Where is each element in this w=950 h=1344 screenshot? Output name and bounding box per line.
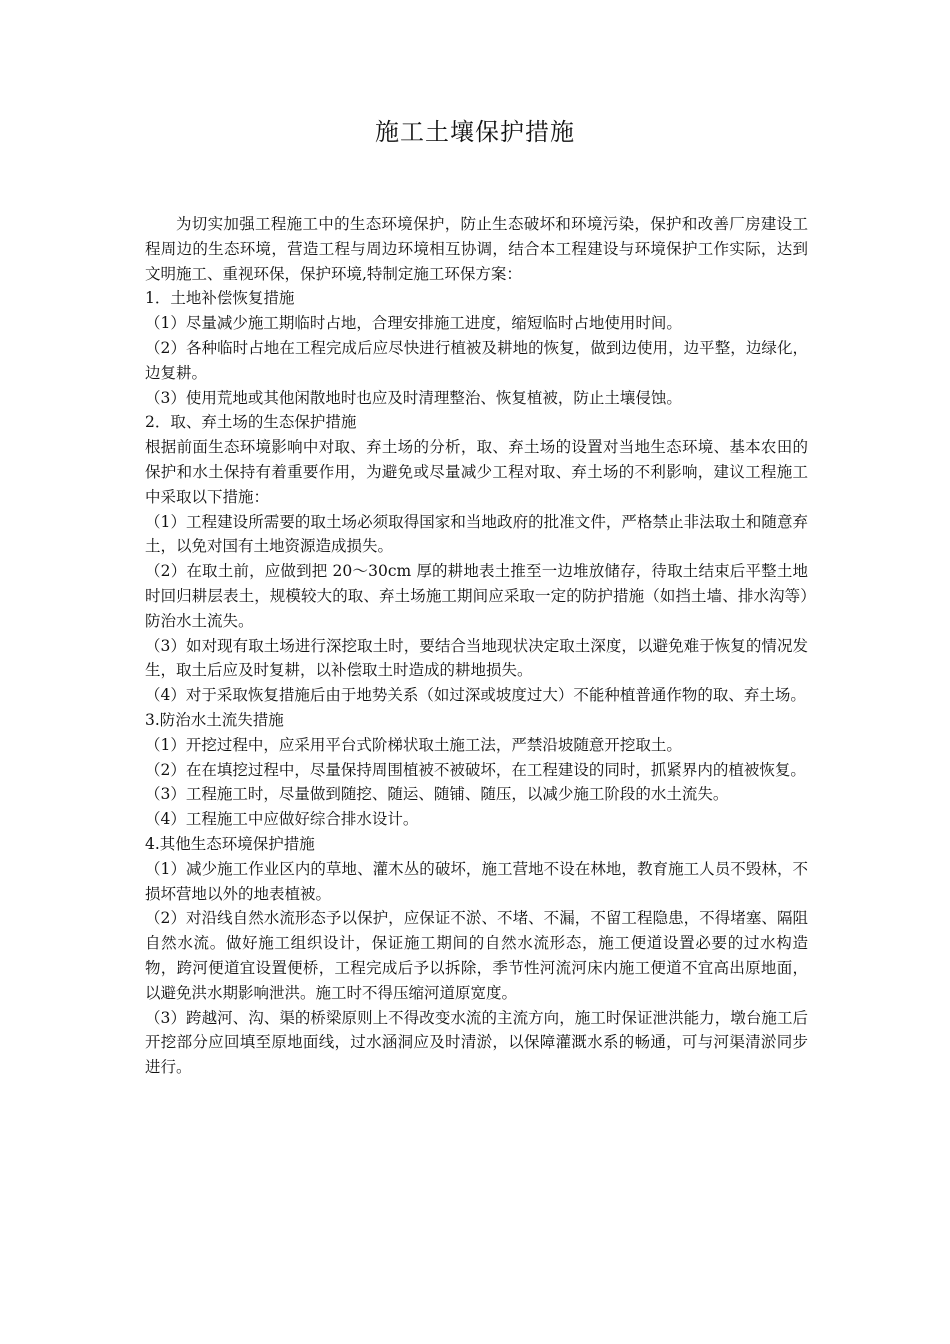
section-heading-1: 1．土地补偿恢复措施 xyxy=(145,289,295,308)
section-heading-4: 4.其他生态环境保护措施 xyxy=(145,834,315,853)
paragraph: （2）对沿线自然水流形态予以保护，应保证不淤、不堵、不漏，不留工程隐患，不得堵塞、隔阻自然水流。做好施工组织设计，保证施工期间的自然水流形态，施工便道设置必要的过水构造物，跨河便道宜设置便桥，工程完成后予以拆除，季节性河流河床内施工便道不宜高出原地面，以避免洪水期影响泄洪。施工时不得压缩河道原宽度。 xyxy=(145,909,808,1002)
paragraph: （3）工程施工时，尽量做到随挖、随运、随铺、随压，以减少施工阶段的水土流失。 xyxy=(145,785,729,804)
paragraph: （4）对于采取恢复措施后由于地势关系（如过深或坡度过大）不能种植普通作物的取、弃土场。 xyxy=(145,686,806,705)
section-heading-2: 2．取、弃土场的生态保护措施 xyxy=(145,413,357,432)
paragraph: （1）减少施工作业区内的草地、灌木丛的破坏，施工营地不设在林地，教育施工人员不毁林，不损坏营地以外的地表植被。 xyxy=(145,859,808,903)
paragraph: （3）跨越河、沟、渠的桥梁原则上不得改变水流的主流方向，施工时保证泄洪能力，墩台施工后开挖部分应回填至原地面线，过水涵洞应及时清淤，以保障灌溉水系的畅通，可与河渠清淤同步进行。 xyxy=(145,1008,808,1077)
document-body xyxy=(145,212,808,1080)
paragraph: （1）尽量减少施工期临时占地，合理安排施工进度，缩短临时占地使用时间。 xyxy=(145,314,682,333)
paragraph: （1）工程建设所需要的取土场必须取得国家和当地政府的批准文件，严格禁止非法取土和随意弃土，以免对国有土地资源造成损失。 xyxy=(145,512,808,556)
paragraph: 根据前面生态环境影响中对取、弃土场的分析，取、弃土场的设置对当地生态环境、基本农田的保护和水土保持有着重要作用，为避免或尽量减少工程对取、弃土场的不利影响，建议工程施工中采取以下措施： xyxy=(145,438,808,506)
paragraph: （2）在取土前，应做到把 20～30cm 厚的耕地表土推至一边堆放储存，待取土结束后平整土地时回归耕层表土，规模较大的取、弃土场施工期间应采取一定的防护措施（如挡土墙、排水沟等）防治水土流失。 xyxy=(145,562,808,630)
paragraph: （3）如对现有取土场进行深挖取土时，要结合当地现状决定取土深度，以避免难于恢复的情况发生，取土后应及时复耕，以补偿取土时造成的耕地损失。 xyxy=(145,636,808,680)
paragraph: （1）开挖过程中，应采用平台式阶梯状取土施工法，严禁沿坡随意开挖取土。 xyxy=(145,735,682,754)
paragraph: （4）工程施工中应做好综合排水设计。 xyxy=(145,810,419,829)
paragraph: （2）各种临时占地在工程完成后应尽快进行植被及耕地的恢复，做到边使用，边平整，边绿化，边复耕。 xyxy=(145,338,808,382)
paragraph: （2）在在填挖过程中，尽量保持周围植被不被破坏，在工程建设的同时，抓紧界内的植被恢复。 xyxy=(145,760,806,779)
paragraph: （3）使用荒地或其他闲散地时也应及时清理整治、恢复植被，防止土壤侵蚀。 xyxy=(145,388,682,407)
intro-paragraph: 为切实加强工程施工中的生态环境保护，防止生态破坏和环境污染，保护和改善厂房建设工程周边的生态环境，营造工程与周边环境相互协调，结合本工程建设与环境保护工作实际，达到文明施工、重视环保，保护环境,特制定施工环保方案： xyxy=(145,215,808,283)
section-heading-3: 3.防治水土流失措施 xyxy=(145,710,284,729)
document-title: 施工土壤保护措施 xyxy=(375,118,575,146)
